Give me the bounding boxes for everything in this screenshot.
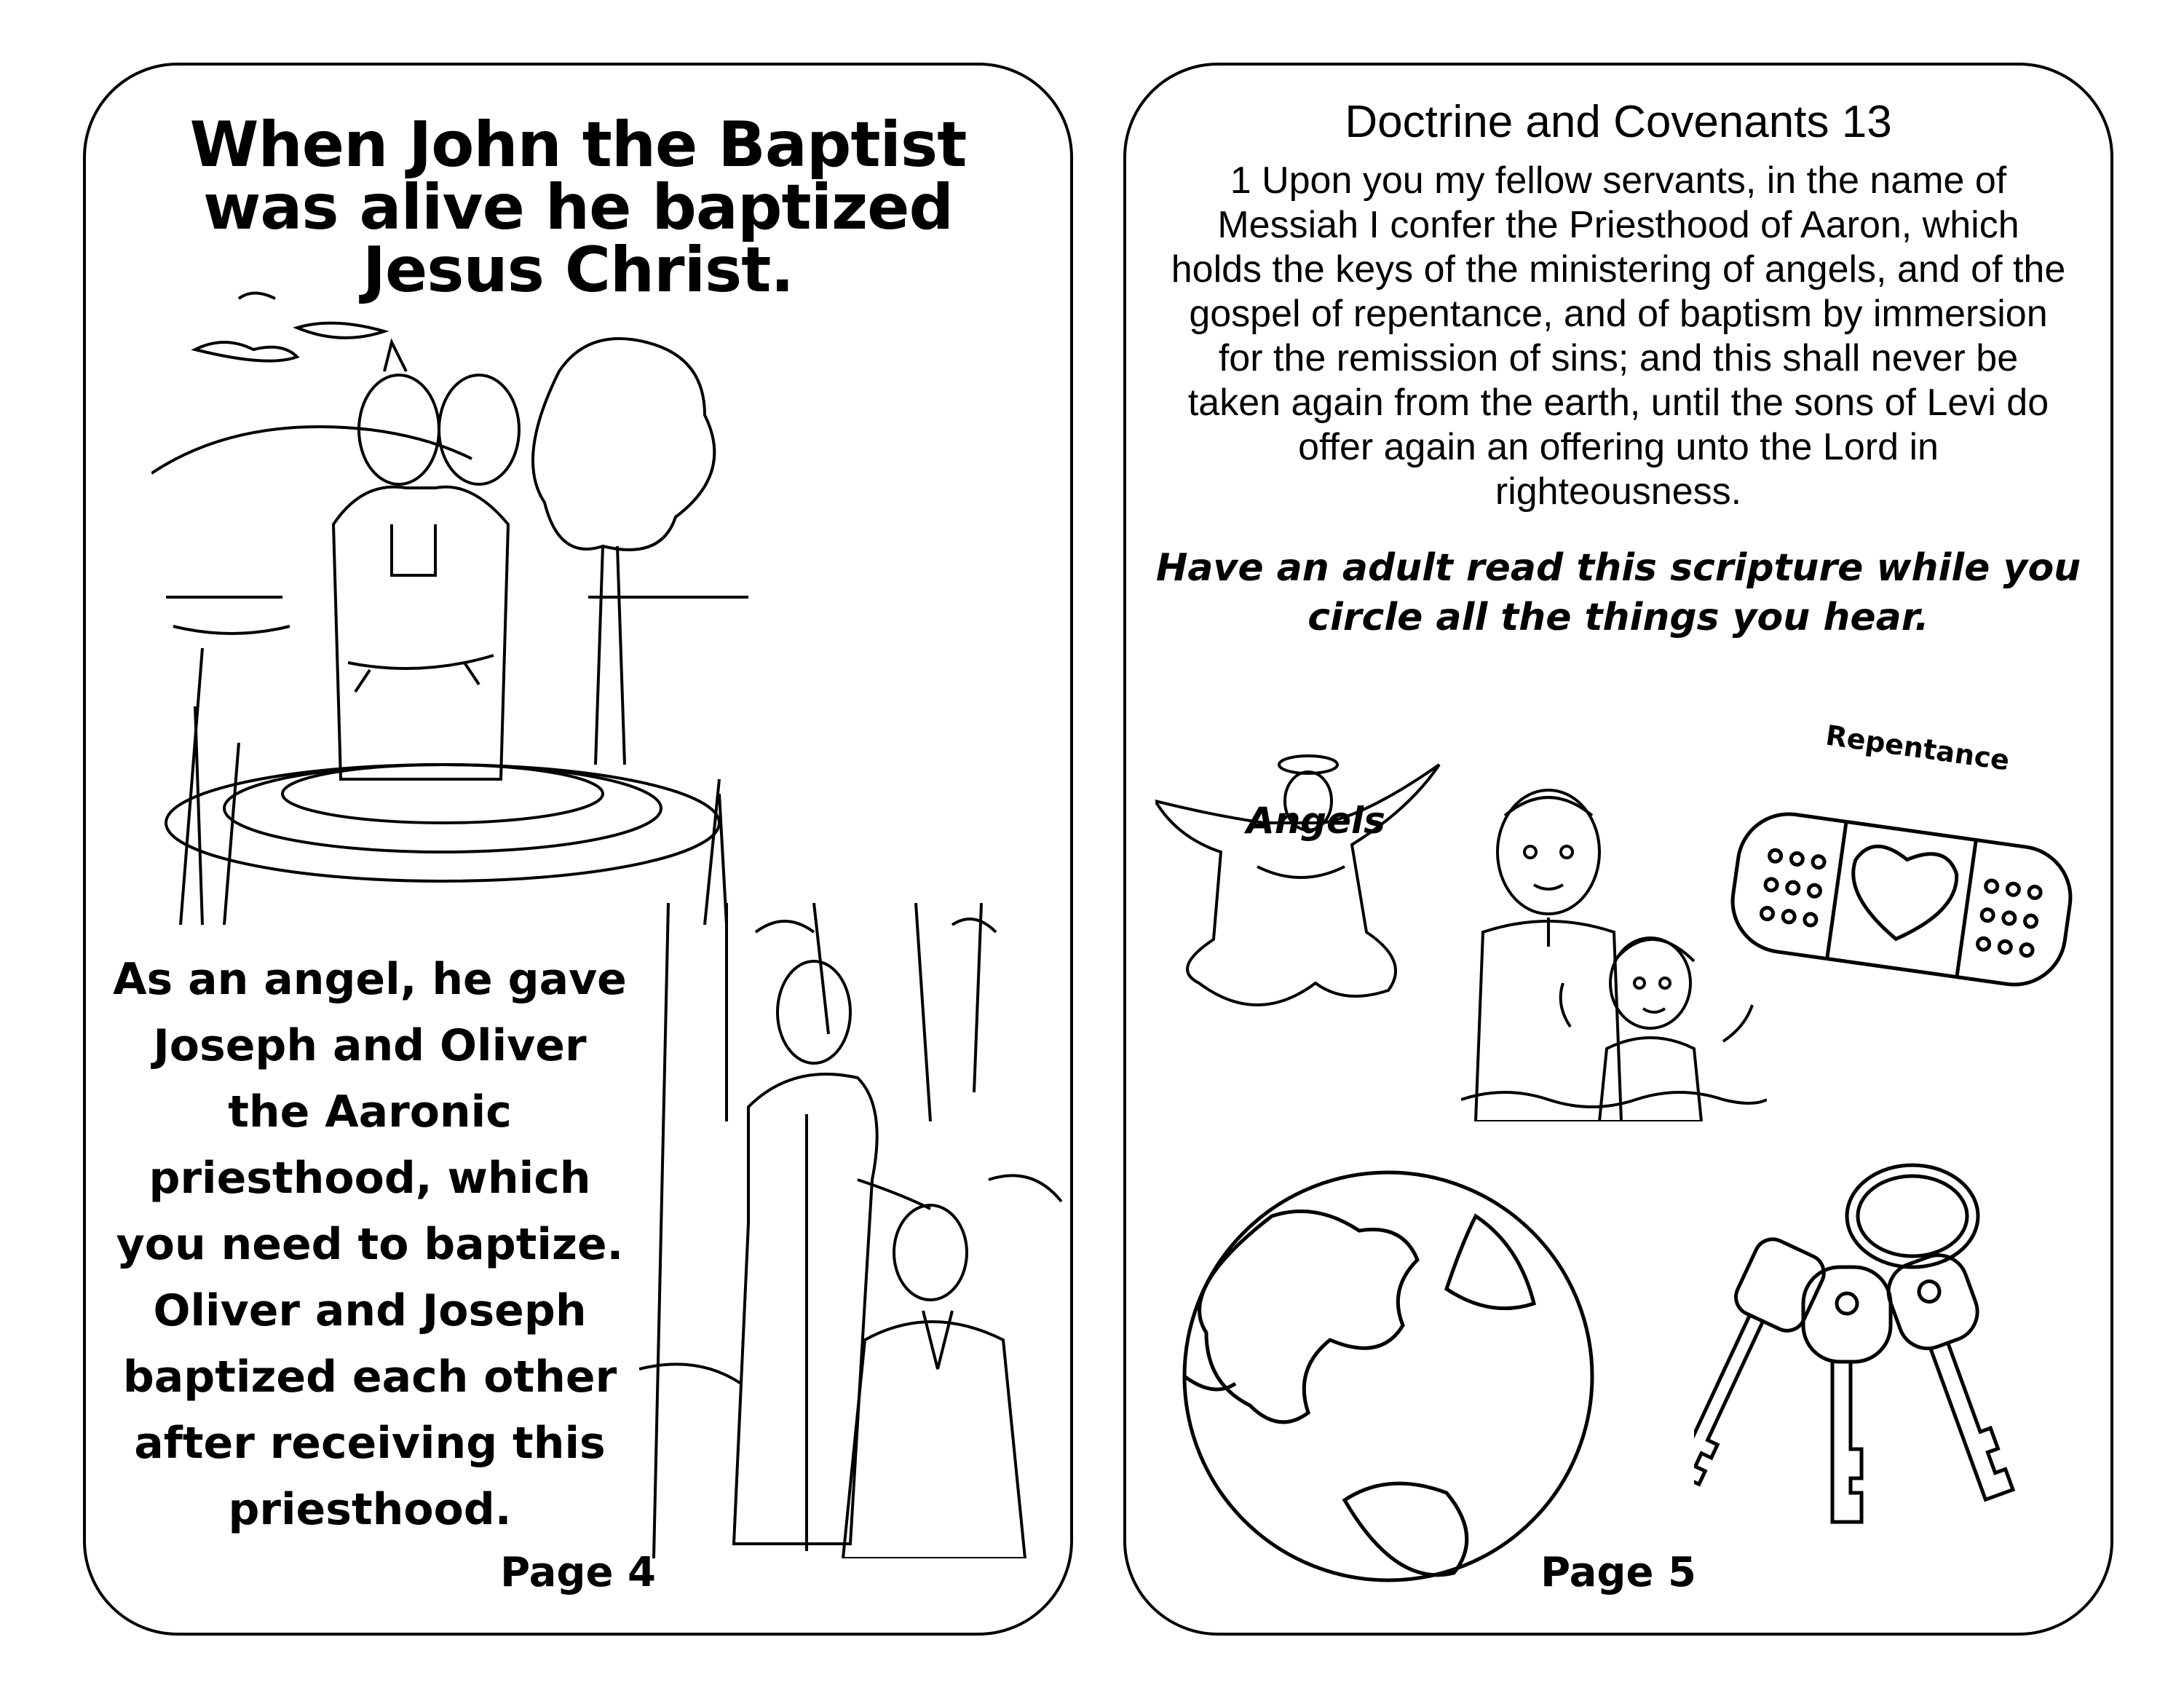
page-4-headline: When John the Baptist was alive he baptized Jesus Christ. bbox=[189, 109, 967, 307]
repentance-label: Repentance bbox=[1824, 719, 2012, 777]
scripture-text: 1 Upon you my fellow servants, in the name of Messiah I confer the Priesthood of Aaron, which holds the keys of the ministering of angels, and of the gospel of repentance, and of baptism by immersion for the remission of sins; and this shall never be taken again from the earth, until the sons of Levi do offer again an offering unto the Lord in righteousness. bbox=[1171, 159, 2066, 513]
angels-label: Angels bbox=[1246, 800, 1385, 842]
page-5-card bbox=[1123, 63, 2113, 1636]
keys-icon bbox=[1694, 1136, 2043, 1529]
angel-icon bbox=[1155, 743, 1447, 1012]
scripture-reference: Doctrine and Covenants 13 bbox=[1345, 97, 1892, 147]
page-4-card bbox=[83, 63, 1073, 1636]
bandage-heart-icon bbox=[1720, 794, 2084, 1005]
baptism-illustration-icon bbox=[151, 284, 778, 925]
page-4-number: Page 4 bbox=[500, 1549, 656, 1596]
page-4-body-text: As an angel, he gave Joseph and Oliver the Aaronic priesthood, which you need to baptize. Oliver and Joseph baptized each other after receiving this priesthood. bbox=[113, 954, 627, 1535]
earth-globe-icon bbox=[1170, 1158, 1607, 1595]
activity-instruction: Have an adult read this scripture while you circle all the things you hear. bbox=[1155, 546, 2081, 639]
priesthood-ordination-illustration-icon bbox=[639, 903, 1076, 1558]
page-5-number: Page 5 bbox=[1540, 1549, 1696, 1596]
